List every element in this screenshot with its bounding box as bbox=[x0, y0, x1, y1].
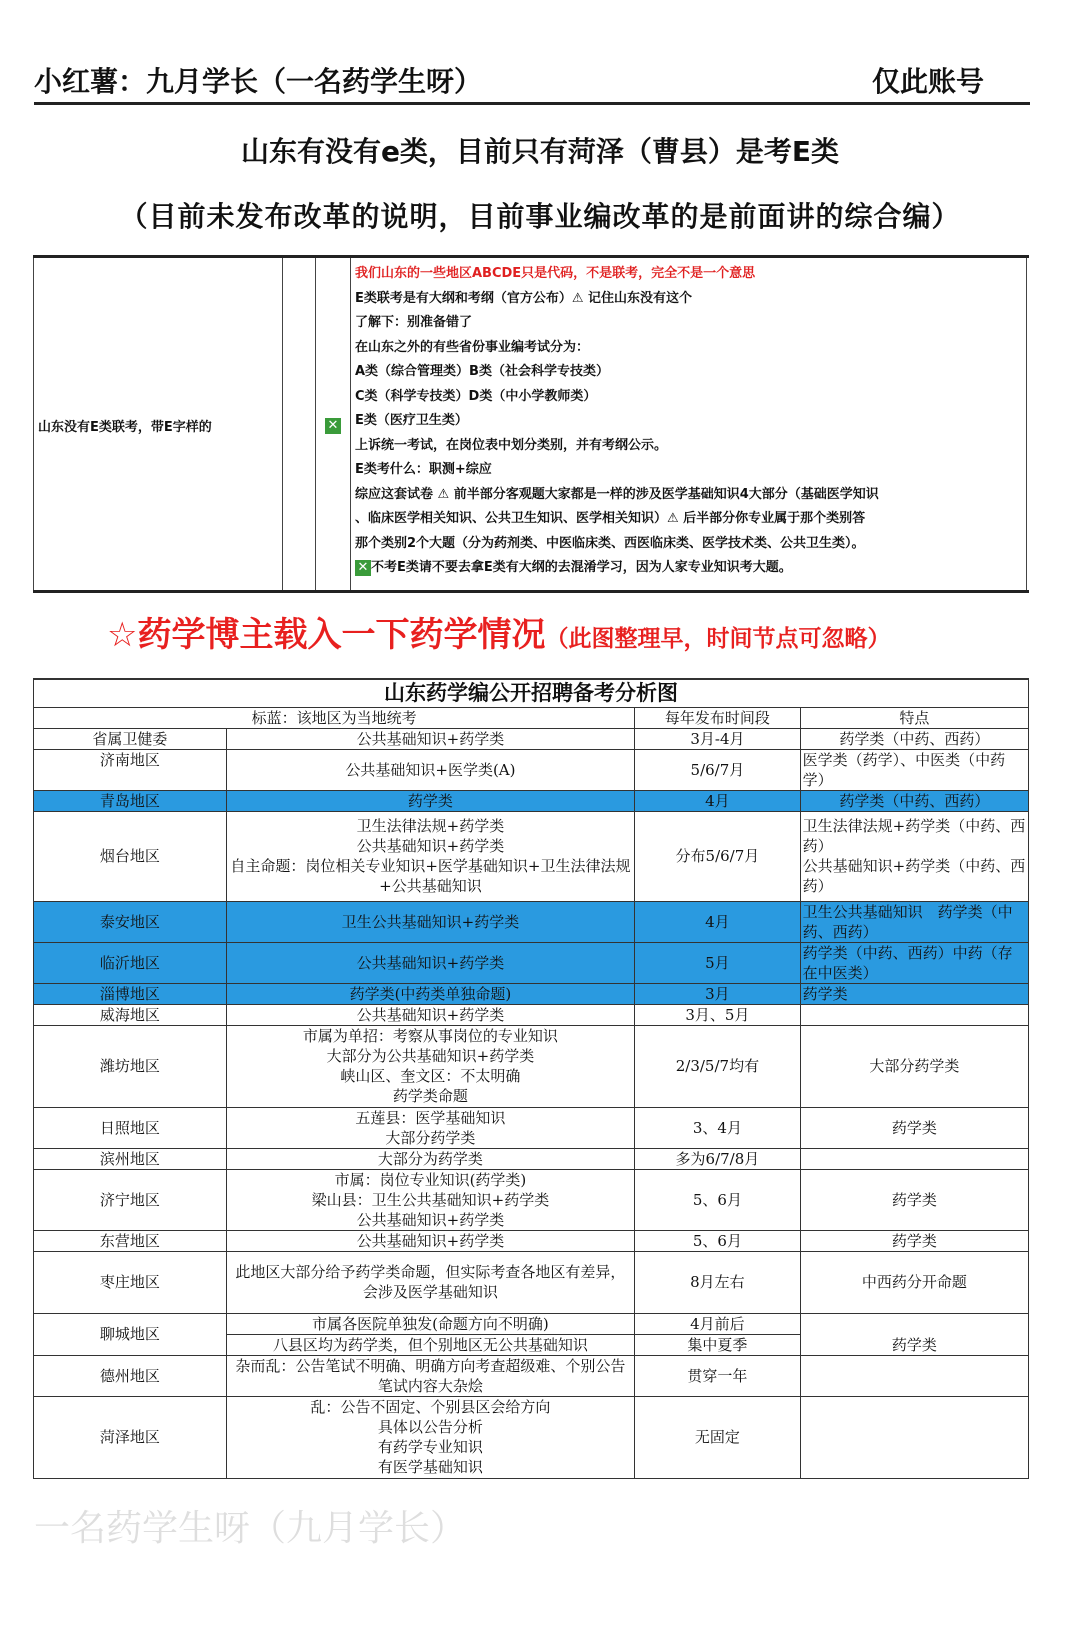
content-line: 药学类命题 bbox=[392, 1087, 468, 1105]
content-line: 此地区大部分给予药学类命题，但实际考查各地区有差异， bbox=[235, 1263, 626, 1281]
content-cell: 大部分为药学类 bbox=[226, 1148, 634, 1169]
content-cell bbox=[226, 811, 634, 901]
region-cell: 济南地区 bbox=[34, 749, 227, 790]
table-row bbox=[34, 942, 1029, 983]
explanation-last-line bbox=[355, 556, 1026, 581]
section-title-main: ☆药学博主载入一下药学情况 bbox=[107, 615, 546, 655]
table-row bbox=[34, 1355, 1029, 1396]
content-line: 公共基础知识+药学类 bbox=[356, 837, 505, 855]
region-cell: 临沂地区 bbox=[34, 942, 227, 983]
content-line: 有医学基础知识 bbox=[377, 1458, 483, 1476]
feature-cell: 药学类 bbox=[800, 1230, 1028, 1251]
explanation-line: 、临床医学相关知识、公共卫生知识、医学相关知识）⚠ 后半部分你专业属于那个类别答 bbox=[355, 511, 866, 526]
intro-line-1: 山东有没有e类，目前只有菏泽（曹县）是考E类 bbox=[240, 135, 840, 168]
explanation-line: C类（科学专技类）D类（中小学教师类） bbox=[355, 388, 597, 404]
intro-line-2: （目前未发布改革的说明，目前事业编改革的是前面讲的综合编） bbox=[119, 200, 961, 233]
table-subheader-feature: 特点 bbox=[800, 707, 1028, 728]
content-cell bbox=[226, 1107, 634, 1148]
region-cell: 日照地区 bbox=[34, 1107, 227, 1148]
table-row bbox=[34, 1004, 1029, 1025]
explanation-line: A类（综合管理类）B类（社会科学专技类） bbox=[355, 364, 609, 379]
table-row bbox=[34, 1148, 1029, 1169]
table-row bbox=[34, 811, 1029, 901]
content-cell: 公共基础知识+药学类 bbox=[226, 1230, 634, 1251]
header-bar bbox=[34, 58, 1030, 105]
content-cell: 公共基础知识+医学类(A) bbox=[226, 749, 634, 790]
content-cell bbox=[226, 1025, 634, 1107]
explanation-line: 那个类别2个大题（分为药剂类、中医临床类、西医临床类、医学技术类、公共卫生类）。 bbox=[355, 535, 865, 551]
section-title-sub: （此图整理早，时间节点可忽略） bbox=[545, 626, 891, 652]
time-cell: 4月 bbox=[635, 790, 800, 811]
time-cell: 2/3/5/7均有 bbox=[635, 1025, 800, 1107]
content-cell: 杂而乱：公告笔试不明确、明确方向考查超级难、个别公告 笔试内容大杂烩 bbox=[226, 1355, 634, 1396]
explanation-text bbox=[355, 258, 1027, 590]
table-row bbox=[34, 1251, 1029, 1313]
region-cell: 济宁地区 bbox=[34, 1169, 227, 1230]
table-row bbox=[34, 1169, 1029, 1230]
feature-cell: 药学类 bbox=[800, 1169, 1028, 1230]
table-row bbox=[34, 790, 1029, 811]
content-line: 具体以公告分析 bbox=[377, 1418, 483, 1436]
content-cell bbox=[226, 1169, 634, 1230]
explanation-line: 上诉统一考试，在岗位表中划分类别，并有考纲公示。 bbox=[355, 437, 668, 453]
table-row bbox=[34, 983, 1029, 1004]
region-cell: 滨州地区 bbox=[34, 1148, 227, 1169]
region-cell: 枣庄地区 bbox=[34, 1251, 227, 1313]
feature-cell: 药学类（中药、西药）中药（存在中医类） bbox=[800, 942, 1028, 983]
time-cell: 4月 bbox=[635, 901, 800, 942]
content-cell: 药学类 bbox=[226, 790, 634, 811]
table-row bbox=[34, 1107, 1029, 1148]
content-cell: 公共基础知识+药学类 bbox=[226, 728, 634, 749]
feature-cell bbox=[800, 1004, 1028, 1025]
region-cell: 德州地区 bbox=[34, 1355, 227, 1396]
content-cell: 卫生公共基础知识+药学类 bbox=[226, 901, 634, 942]
feature-cell: 药学类 bbox=[800, 1313, 1028, 1355]
table-row bbox=[34, 1396, 1029, 1478]
time-cell: 5月 bbox=[635, 942, 800, 983]
explanation-line: E类联考是有大纲和考纲（官方公布）⚠ 记住山东没有这个 bbox=[355, 290, 693, 306]
content-line: 大部分为公共基础知识+药学类 bbox=[326, 1047, 535, 1065]
feature-line: 卫生法律法规+药学类（中药、西药） bbox=[802, 817, 1026, 855]
region-cell: 青岛地区 bbox=[34, 790, 227, 811]
region-cell: 潍坊地区 bbox=[34, 1025, 227, 1107]
explanation-line: 了解下：别准备错了 bbox=[355, 315, 473, 330]
region-cell: 泰安地区 bbox=[34, 901, 227, 942]
explanation-last-text: 不考E类请不要去拿E类有大纲的去混淆学习，因为人家专业知识考大题。 bbox=[371, 560, 792, 575]
feature-cell: 药学类 bbox=[800, 983, 1028, 1004]
time-cell: 4月前后 bbox=[635, 1313, 800, 1334]
table-row bbox=[34, 749, 1029, 790]
content-cell: 公共基础知识+药学类 bbox=[226, 1004, 634, 1025]
check-box-icon: ✕ bbox=[325, 418, 341, 434]
time-cell: 无固定 bbox=[635, 1396, 800, 1478]
feature-cell bbox=[800, 1396, 1028, 1478]
section-title bbox=[107, 607, 890, 656]
feature-cell: 中西药分开命题 bbox=[800, 1251, 1028, 1313]
region-cell: 淄博地区 bbox=[34, 983, 227, 1004]
explanation-line: 我们山东的一些地区ABCDE只是代码，不是联考，完全不是一个意思 bbox=[355, 266, 756, 281]
content-line: 五莲县：医学基础知识 bbox=[355, 1108, 506, 1127]
e-class-explanation-box bbox=[33, 255, 1029, 593]
content-cell: 药学类(中药类单独命题) bbox=[226, 983, 634, 1004]
content-line: 自主命题：岗位相关专业知识+医学基础知识+卫生法律法规+公共基础知识 bbox=[230, 857, 631, 895]
content-cell: 公共基础知识+药学类 bbox=[226, 942, 634, 983]
time-cell: 5/6/7月 bbox=[635, 749, 800, 790]
time-cell: 8月左右 bbox=[635, 1251, 800, 1313]
time-cell: 分布5/6/7月 bbox=[635, 811, 800, 901]
feature-cell bbox=[800, 811, 1028, 901]
region-cell: 威海地区 bbox=[34, 1004, 227, 1025]
pharmacy-exam-table bbox=[33, 678, 1029, 1479]
content-cell bbox=[226, 1396, 634, 1478]
table-row bbox=[34, 901, 1029, 942]
table-row bbox=[34, 728, 1029, 749]
content-line: 乱：公告不固定、个别县区会给方向 bbox=[310, 1398, 551, 1416]
time-cell: 5、6月 bbox=[635, 1169, 800, 1230]
account-name: 小红薯：九月学长（一名药学生呀） bbox=[34, 65, 483, 98]
time-cell: 3月 bbox=[635, 983, 800, 1004]
content-cell bbox=[226, 1251, 634, 1313]
table-title: 山东药学编公开招聘备考分析图 bbox=[34, 679, 1029, 707]
feature-cell: 药学类 bbox=[800, 1107, 1028, 1148]
time-cell: 5、6月 bbox=[635, 1230, 800, 1251]
feature-cell: 药学类（中药、西药） bbox=[800, 728, 1028, 749]
time-cell: 贯穿一年 bbox=[635, 1355, 800, 1396]
content-line: 有药学专业知识 bbox=[377, 1438, 483, 1456]
table-subheader-time: 每年发布时间段 bbox=[635, 707, 800, 728]
table-row bbox=[34, 1230, 1029, 1251]
time-cell: 3月、5月 bbox=[635, 1004, 800, 1025]
check-cell bbox=[315, 258, 351, 590]
content-line: 市属：岗位专业知识(药学类) bbox=[334, 1170, 527, 1189]
content-cell: 市属各医院单独发(命题方向不明确) bbox=[226, 1313, 634, 1334]
content-line: 梁山县：卫生公共基础知识+药学类 bbox=[311, 1190, 550, 1209]
explanation-line: 综应这套试卷 ⚠ 前半部分客观题大家都是一样的涉及医学基础知识4大部分（基础医学知识 bbox=[355, 486, 879, 502]
content-line: 市属为单招：考察从事岗位的专业知识 bbox=[302, 1027, 558, 1045]
table-row bbox=[34, 1025, 1029, 1107]
content-line: 峡山区、奎文区：不太明确 bbox=[340, 1067, 521, 1085]
feature-line: 公共基础知识+药学类（中药、西药） bbox=[802, 857, 1026, 895]
content-line: 卫生法律法规+药学类 bbox=[356, 817, 505, 835]
region-cell: 聊城地区 bbox=[34, 1313, 227, 1355]
watermark: 一名药学生呀（九月学长） bbox=[34, 1508, 467, 1549]
region-cell: 省属卫健委 bbox=[34, 728, 227, 749]
account-note: 仅此账号 bbox=[871, 65, 984, 98]
time-cell: 集中夏季 bbox=[635, 1334, 800, 1355]
explanation-label-cell bbox=[33, 258, 283, 590]
time-cell: 多为6/7/8月 bbox=[635, 1148, 800, 1169]
feature-cell: 大部分药学类 bbox=[800, 1025, 1028, 1107]
explanation-line: E类考什么：职测+综应 bbox=[355, 462, 492, 477]
explanation-line: 在山东之外的有些省份事业编考试分为： bbox=[355, 339, 590, 355]
check-box-icon: ✕ bbox=[355, 560, 371, 576]
explanation-label: 山东没有E类联考，带E字样的 bbox=[38, 420, 212, 435]
region-cell: 菏泽地区 bbox=[34, 1396, 227, 1478]
table-subheader-note: 标蓝：该地区为当地统考 bbox=[34, 707, 635, 728]
content-cell: 八县区均为药学类，但个别地区无公共基础知识 bbox=[226, 1334, 634, 1355]
explanation-line: E类（医疗卫生类） bbox=[355, 413, 468, 428]
time-cell: 3、4月 bbox=[635, 1107, 800, 1148]
feature-cell bbox=[800, 1148, 1028, 1169]
feature-cell: 药学类（中药、西药） bbox=[800, 790, 1028, 811]
content-line: 公共基础知识+药学类 bbox=[356, 1210, 505, 1229]
feature-cell: 卫生公共基础知识 药学类（中药、西药） bbox=[800, 901, 1028, 942]
region-cell: 烟台地区 bbox=[34, 811, 227, 901]
table-row bbox=[34, 1313, 1029, 1334]
time-cell: 3月-4月 bbox=[635, 728, 800, 749]
feature-cell bbox=[800, 1355, 1028, 1396]
content-line: 大部分药学类 bbox=[385, 1128, 476, 1147]
content-line: 会涉及医学基础知识 bbox=[362, 1283, 498, 1301]
region-cell: 东营地区 bbox=[34, 1230, 227, 1251]
feature-cell: 医学类（药学）、中医类（中药学） bbox=[800, 749, 1028, 790]
